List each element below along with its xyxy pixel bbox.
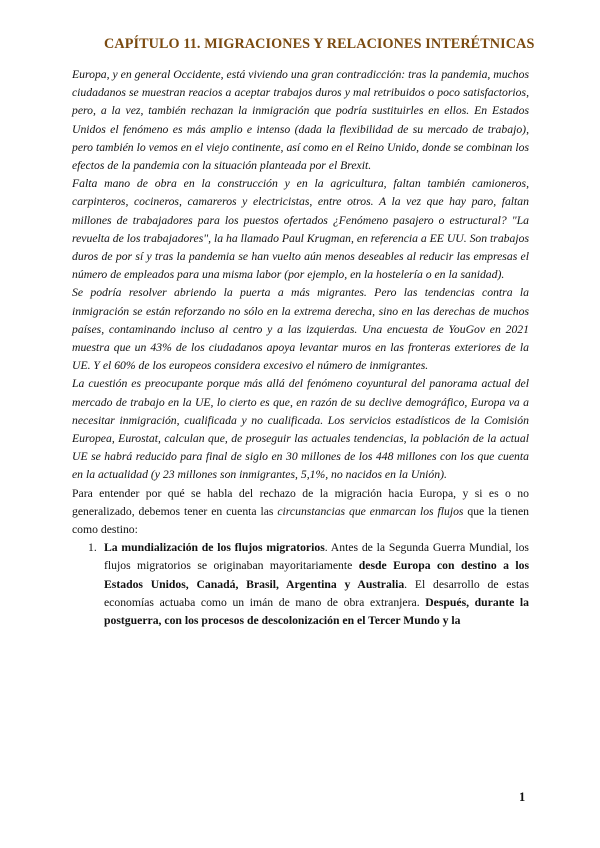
list-item-text-a: . Antes de la Segunda Guerra Mundial, los flujos migratorios se originaban mayoritariamente	[104, 541, 529, 573]
paragraph-1: Europa, y en general Occidente, está viviendo una gran contradicción: tras la pandemia, muchos ciudadanos se muestran reacios a aceptar trabajos duros y mal retribuidos o poco satisfactorios, pero, a la vez, también rechazan la inmigración que podría sustituirles en ellos. En Estados Unidos el fenómeno es más amplio e intenso (dada la flexibilidad de su mercado de trabajo), pero también lo vemos en el viejo continente, así como en el Reino Unido, donde se combinan los efectos de la pandemia con la situación planteada por el Brexit.	[72, 68, 529, 173]
intro-paragraph	[72, 485, 529, 540]
list-item	[72, 539, 529, 630]
chapter-title: CAPÍTULO 11. MIGRACIONES Y RELACIONES INTERÉTNICAS	[104, 36, 535, 52]
circumstances-list	[72, 539, 529, 630]
list-item-bold-d: Después, durante la postguerra, con los procesos de descolonización en el Tercer Mundo y la	[104, 595, 529, 628]
list-item-text-c: . El desarrollo de estas economías actuaba como un imán de mano de obra extranjera.	[104, 577, 530, 609]
paragraph-2: Falta mano de obra en la construcción y en la agricultura, faltan también camioneros, carpinteros, cocineros, camareros y electricistas, entre otros. A la vez que hay paro, faltan millones de trabajadores para los puestos ofertados ¿Fenómeno pasajero o estructural? "La revuelta de los trabajadores", la ha llamado Paul Krugman, en referencia a EE UU. Son trabajos duros de por sí y tras la pandemia se han vuelto aún menos deseables al reducir las empresas el número de empleados para una misma labor (por ejemplo, en la hostelería o en la sanidad).	[72, 177, 529, 282]
document-body	[72, 66, 529, 630]
intro-text-3: que la tienen como destino:	[72, 504, 529, 537]
intro-text-1: Para entender por qué se habla del rechazo de la migración hacia Europa, y si es o no generalizado, debemos tener en cuenta las	[72, 486, 529, 518]
intro-text-italic: circunstancias que enmarcan los flujos	[277, 504, 464, 518]
list-item-heading: La mundialización de los flujos migratorios	[104, 541, 325, 555]
paragraph-3: Se podría resolver abriendo la puerta a más migrantes. Pero las tendencias contra la inmigración se están reforzando no sólo en la extrema derecha, sino en las derechas de muchos países, contaminando incluso al centro y a las izquierdas. Una encuesta de YouGov en 2021 muestra que un 43% de los ciudadanos apoya levantar muros en las fronteras exteriores de la UE. Y el 60% de los europeos considera excesivo el número de inmigrantes.	[72, 286, 529, 373]
paragraph-4: La cuestión es preocupante porque más allá del fenómeno coyuntural del panorama actual del mercado de trabajo en la UE, lo cierto es que, en razón de su declive demográfico, Europa va a necesitar inmigración, cualificada y no cualificada. Los servicios estadísticos de la Comisión Europea, Eurostat, calculan que, de proseguir las actuales tendencias, la población de la actual UE se habrá reducido para final de siglo en 30 millones de los 448 millones con los que cuenta en la actualidad (y 23 millones son inmigrantes, 5,1%, no nacidos en la Unión).	[72, 377, 529, 482]
list-item-bold-b: desde Europa con destino a los Estados Unidos, Canadá, Brasil, Argentina y Australia	[104, 559, 529, 591]
page-number: 1	[519, 790, 526, 804]
list-item-number: 1.	[88, 541, 97, 555]
